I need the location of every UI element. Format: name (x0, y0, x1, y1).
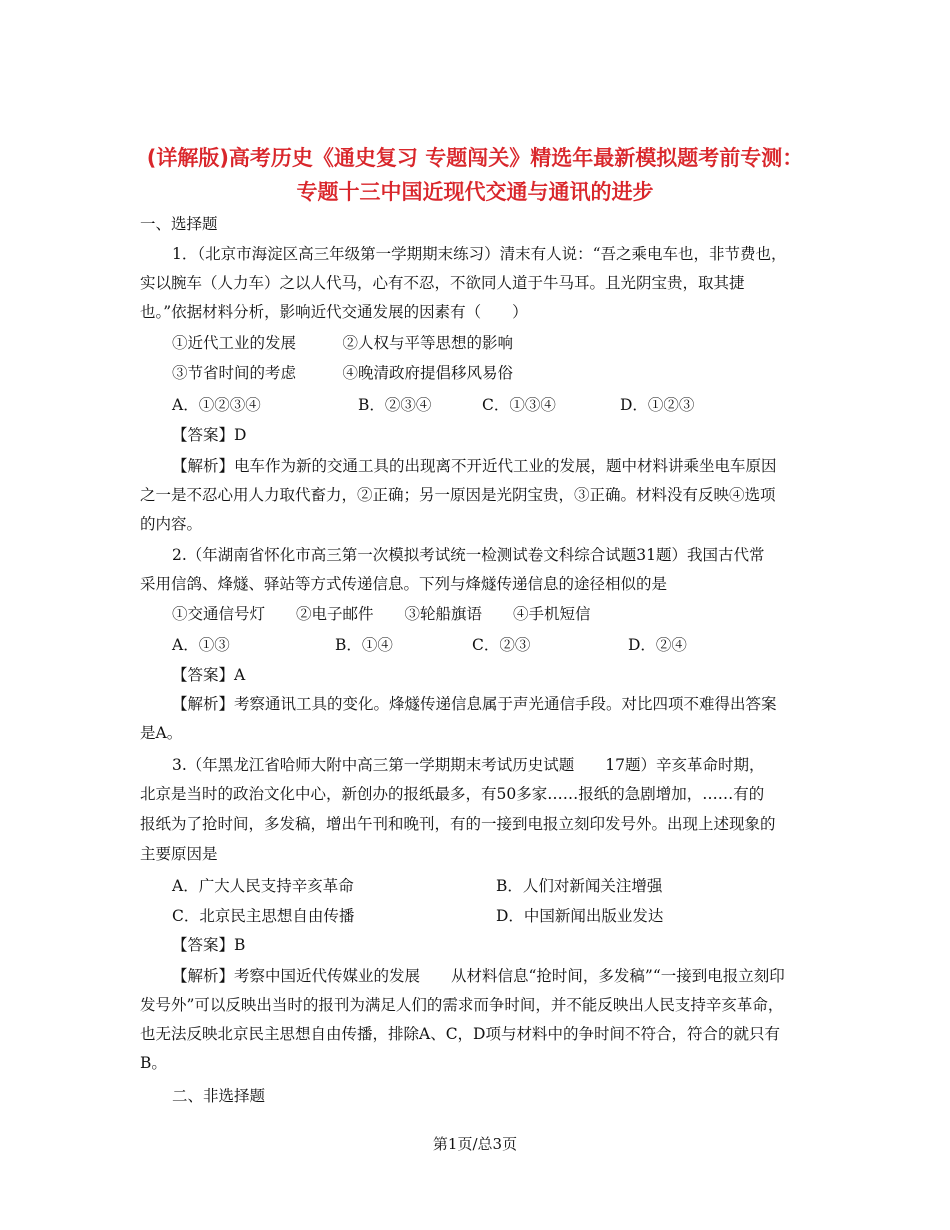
page-number-footer: 第1页/总3页 (432, 1135, 518, 1153)
q3-stem-line3: 报纸为了抢时间，多发稿，增出午刊和晚刊，有的一接到电报立刻印发号外。出现上述现象的 (140, 815, 776, 833)
q2-items: ①交通信号灯 ②电子邮件 ③轮船旗语 ④手机短信 (172, 605, 591, 623)
q2-option-a: A．①③ (172, 636, 230, 654)
section-heading-choice: 一、选择题 (140, 215, 218, 233)
q1-answer: 【答案】D (172, 426, 247, 444)
q2-stem-line2: 采用信鸽、烽燧、驿站等方式传递信息。下列与烽燧传递信息的途径相似的是 (140, 575, 668, 593)
q2-option-c: C．②③ (472, 636, 531, 654)
q1-stem-line2: 实以腕车（人力车）之以人代马，心有不忍，不欲同人道于牛马耳。且光阴宝贵，取其捷 (140, 274, 745, 292)
q1-analysis-line1: 【解析】电车作为新的交通工具的出现离不开近代工业的发展，题中材料讲乘坐电车原因 (172, 457, 777, 475)
q1-items-line1: ①近代工业的发展 ②人权与平等思想的影响 (172, 334, 514, 352)
q1-stem-line1: 1．（北京市海淀区高三年级第一学期期末练习）清末有人说：“吾之乘电车也，非节费也， (172, 245, 787, 263)
q1-option-d: D．①②③ (620, 396, 695, 414)
q2-analysis-line1: 【解析】考察通讯工具的变化。烽燧传递信息属于声光通信手段。对比四项不难得出答案 (172, 695, 777, 713)
q2-option-d: D．②④ (628, 636, 687, 654)
q1-analysis-line2: 之一是不忍心用人力取代畜力，②正确；另一原因是光阴宝贵，③正确。材料没有反映④选项 (140, 486, 776, 504)
q3-option-a: A．广大人民支持辛亥革命 (172, 877, 354, 895)
q1-option-c: C．①③④ (482, 396, 556, 414)
q1-analysis-line3: 的内容。 (140, 515, 203, 533)
document-title-line1: (详解版)高考历史《通史复习 专题闯关》精选年最新模拟题考前专测： (146, 146, 804, 170)
section-heading-nonchoice: 二、非选择题 (172, 1087, 266, 1105)
q2-option-b: B．①④ (335, 636, 393, 654)
q3-stem-line1: 3.（年黑龙江省哈师大附中高三第一学期期末考试历史试题 17题）辛亥革命时期， (172, 756, 765, 774)
q3-stem-line4: 主要原因是 (140, 845, 218, 863)
q2-analysis-line2: 是A。 (140, 724, 183, 742)
q2-answer: 【答案】A (172, 666, 246, 684)
q1-stem-line3: 也。”依据材料分析，影响近代交通发展的因素有（ ） (140, 303, 528, 321)
q3-option-b: B．人们对新闻关注增强 (496, 877, 663, 895)
q3-option-d: D．中国新闻出版业发达 (496, 907, 664, 925)
q3-analysis-line4: B。 (140, 1054, 167, 1072)
q3-analysis-line1: 【解析】考察中国近代传媒业的发展 从材料信息“抢时间，多发稿”“一接到电报立刻印 (172, 967, 785, 985)
q3-analysis-line3: 也无法反映北京民主思想自由传播，排除A、C，D项与材料中的争时间不符合，符合的就只有 (140, 1025, 780, 1043)
q3-option-c: C．北京民主思想自由传播 (172, 907, 355, 925)
document-title-line2: 专题十三中国近现代交通与通讯的进步 (296, 180, 654, 204)
q3-analysis-line2: 发号外”可以反映出当时的报刊为满足人们的需求而争时间，并不能反映出人民支持辛亥革命， (140, 996, 784, 1014)
q1-option-b: B．②③④ (358, 396, 432, 414)
q3-stem-line2: 北京是当时的政治文化中心，新创办的报纸最多，有50多家……报纸的急剧增加，……有的 (140, 785, 765, 803)
q2-stem-line1: 2.（年湖南省怀化市高三第一次模拟考试统一检测试卷文科综合试题31题）我国古代常 (172, 546, 765, 564)
q3-answer: 【答案】B (172, 936, 246, 954)
q1-items-line2: ③节省时间的考虑 ④晚清政府提倡移风易俗 (172, 364, 514, 382)
q1-option-a: A．①②③④ (172, 396, 261, 414)
